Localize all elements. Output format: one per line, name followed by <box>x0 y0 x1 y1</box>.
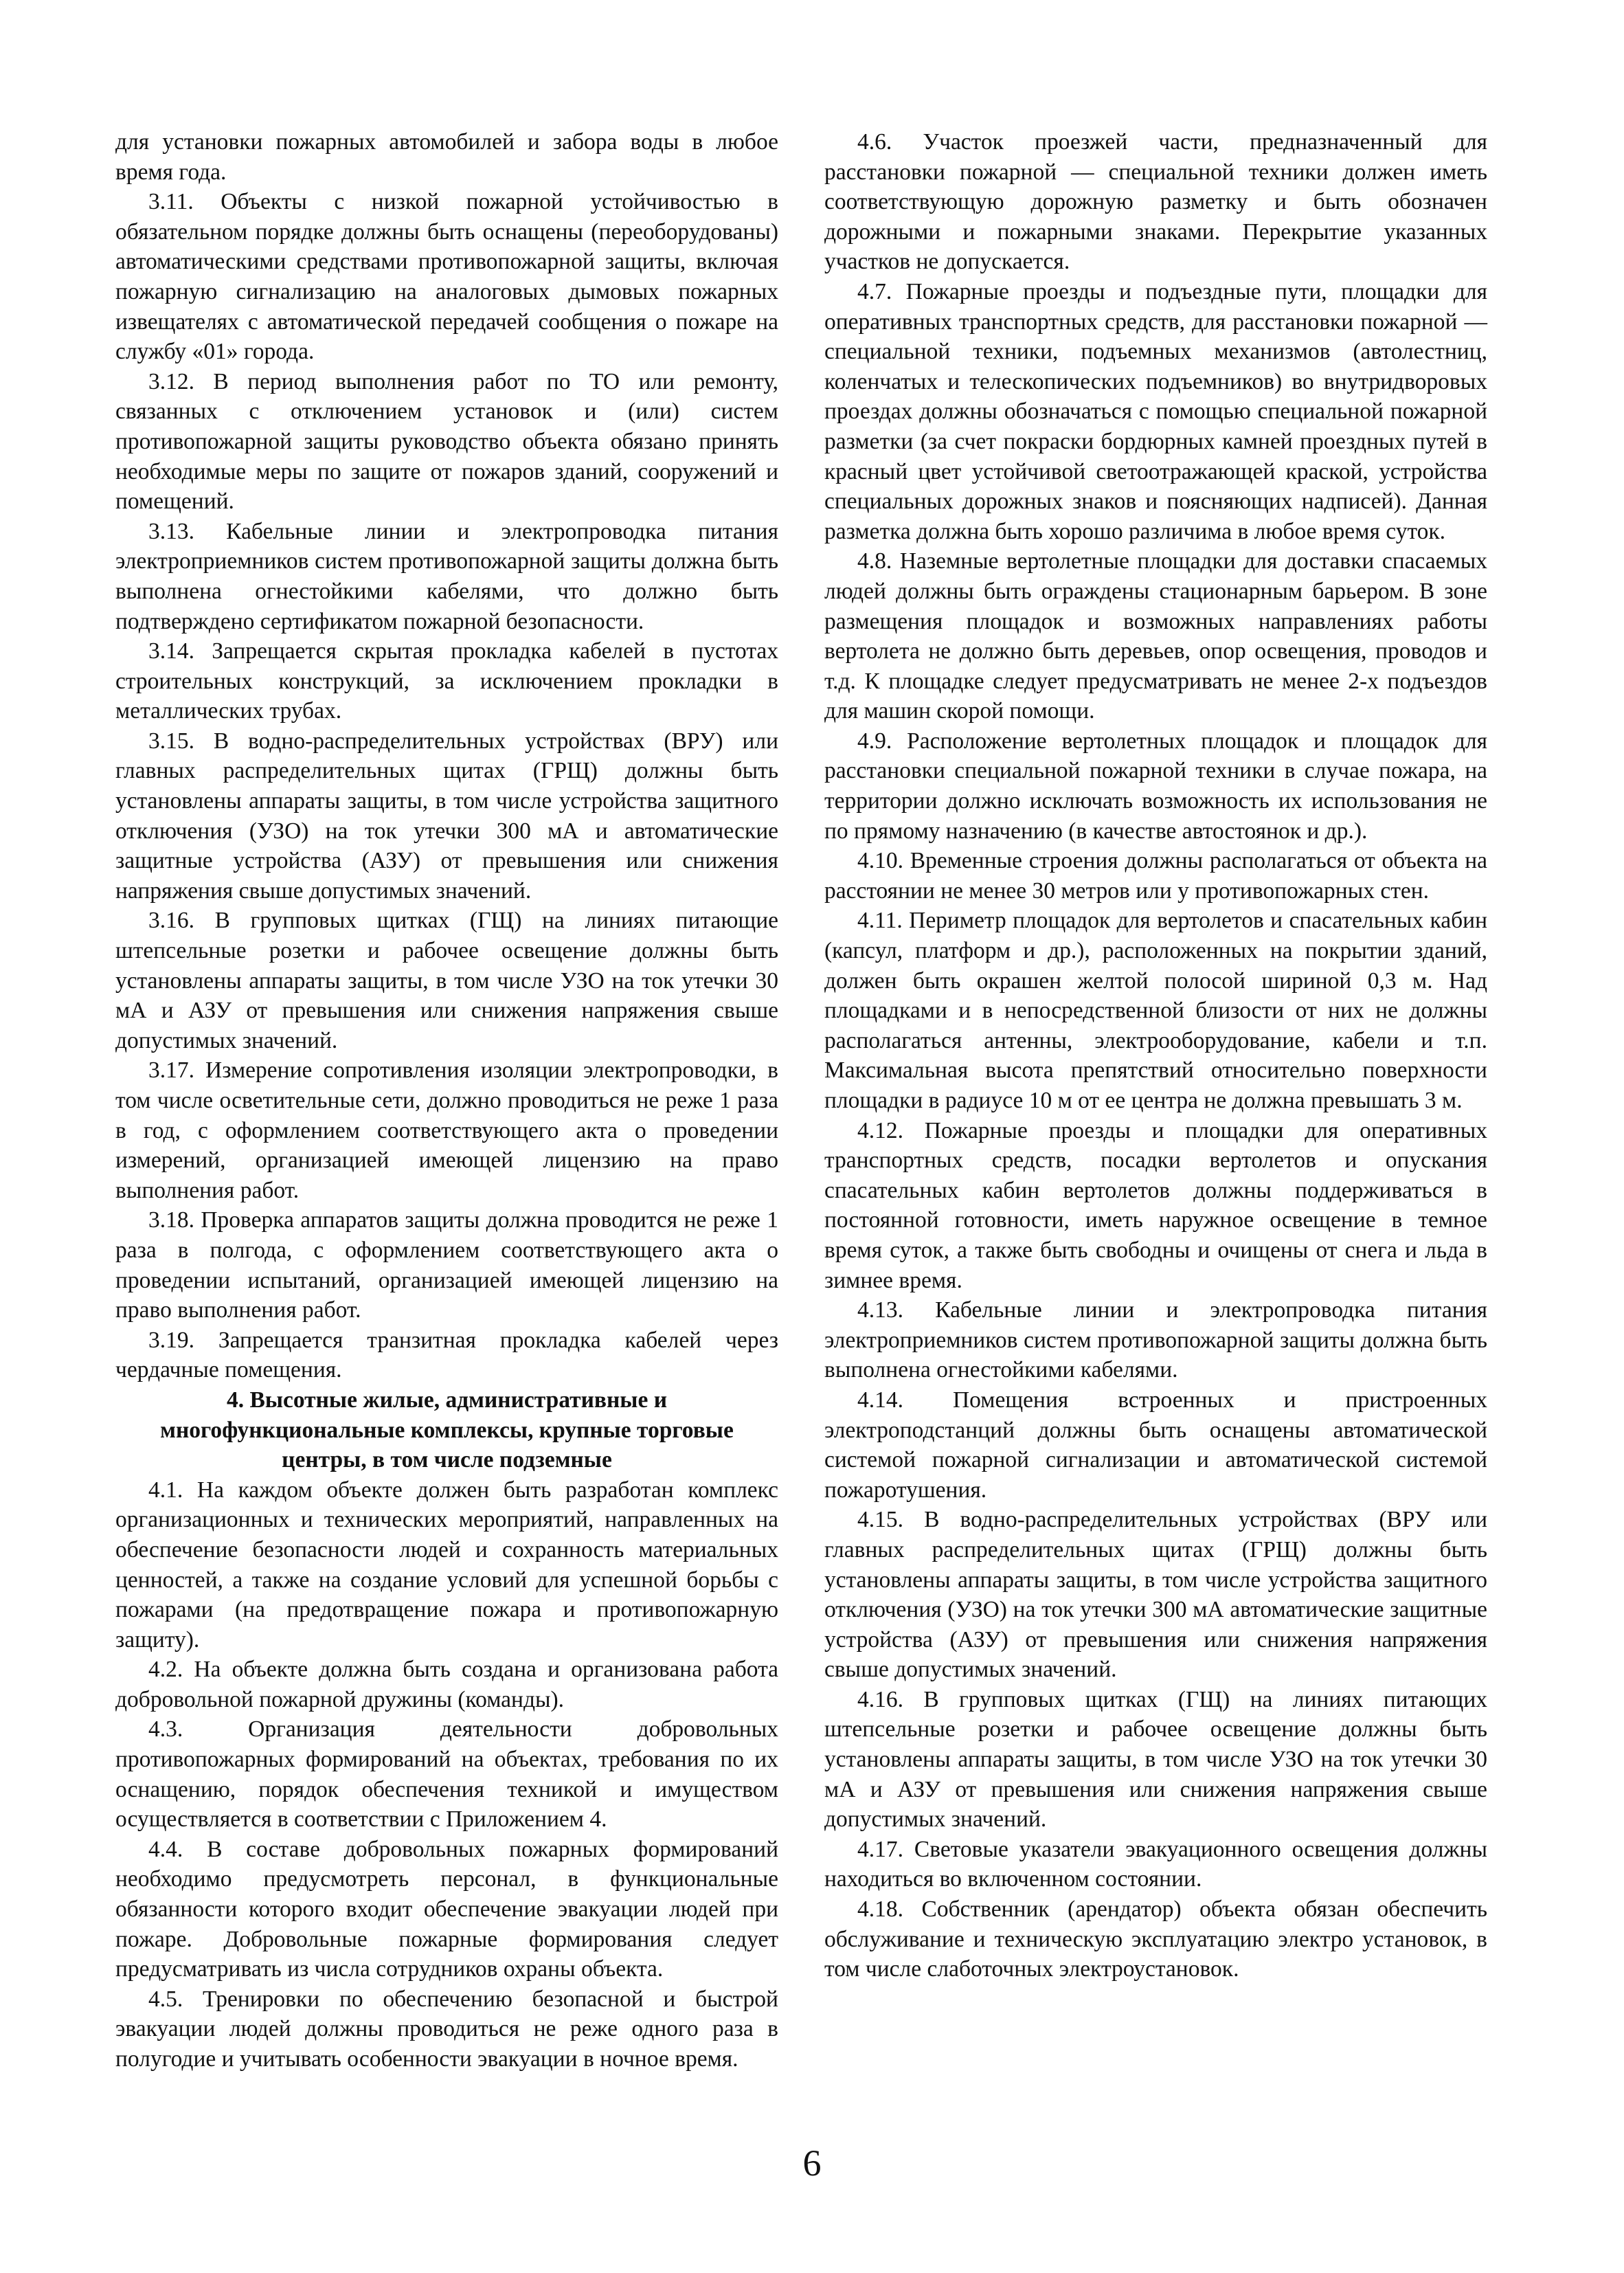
paragraph: 4.2. На объекте должна быть создана и организована работа добровольной пожарной дружины (команды). <box>115 1657 778 1712</box>
paragraph: 4.1. На каждом объекте должен быть разработан комплекс организационных и технических мероприятий, направленных на обеспечение безопасности людей и сохранность материальных ценностей, а также на создание условий для успешной борьбы с пожарами (на предотвращение пожара и противопожарную защиту). <box>115 1477 778 1653</box>
paragraph: 3.11. Объекты с низкой пожарной устойчивостью в обязательном порядке должны быть оснащены (переоборудованы) автоматическими средствами противопожарной защиты, включая пожарную сигнализацию на аналоговых дымовых пожарных извещателях с автоматической передачей сообщения о пожаре на службу «01» города. <box>115 189 778 365</box>
paragraph: 3.12. В период выполнения работ по ТО или ремонту, связанных с отключением установок и (или) систем противопожарной защиты руководство объекта обязано принять необходимые меры по защите от пожаров зданий, сооружений и помещений. <box>115 368 778 515</box>
paragraph: 4.6. Участок проезжей части, предназначенный для расстановки пожарной — специальной техники должен иметь соответствующую дорожную разметку и быть обозначен дорожными и пожарными знаками. Перекрытие указанных участков не допускается. <box>824 129 1487 275</box>
paragraph: 4.3. Организация деятельности добровольных противопожарных формирований на объектах, требования по их оснащению, порядок обеспечения техникой и имуществом осуществляется в соответствии с Приложением 4. <box>115 1716 778 1833</box>
paragraph: 4.12. Пожарные проезды и площадки для оперативных транспортных средств, посадки вертолетов и опускания спасательных кабин вертолетов должны поддерживаться в постоянной готовности, иметь наружное освещение в темное время суток, а также быть свободны и очищены от снега и льда в зимнее время. <box>824 1117 1487 1293</box>
page-number: 6 <box>802 2142 822 2184</box>
paragraph: 3.19. Запрещается транзитная прокладка кабелей через чердачные помещения. <box>115 1327 778 1383</box>
left-column <box>115 127 778 2074</box>
paragraph: 4.8. Наземные вертолетные площадки для доставки спасаемых людей должны быть ограждены стационарным барьером. В зоне размещения площадок и возможных направлениях работы вертолета не должно быть деревьев, опор освещения, проводов и т.д. К площадке следует предусматривать не менее 2-х подъездов для машин скорой помощи. <box>824 548 1487 724</box>
paragraph: 4.10. Временные строения должны располагаться от объекта на расстоянии не менее 30 метров или у противопожарных стен. <box>824 848 1487 904</box>
paragraph: 4.11. Периметр площадок для вертолетов и спасательных кабин (капсул, платформ и др.), расположенных на покрытии зданий, должен быть окрашен желтой полосой шириной 0,3 м. Над площадками и в непосредственной близости от них не должны располагаться антенны, электрооборудование, кабели и т.п. Максимальная высота препятствий относительно поверхности площадки в радиусе 10 м от ее центра не должна превышать 3 м. <box>824 908 1487 1113</box>
paragraph: 4.16. В групповых щитках (ГЩ) на линиях питающих штепсельные розетки и рабочее освещение должны быть установлены аппараты защиты, в том числе УЗО на ток утечки 30 мА и АЗУ от превышения или снижения напряжения свыше допустимых значений. <box>824 1686 1487 1833</box>
paragraph: 4.9. Расположение вертолетных площадок и площадок для расстановки специальной пожарной техники в случае пожара, на территории должно исключать возможность их использования не по прямому назначению (в качестве автостоянок и др.). <box>824 728 1487 844</box>
paragraph: 4.17. Световые указатели эвакуационного освещения должны находиться во включенном состоянии. <box>824 1836 1487 1892</box>
paragraph: 4.13. Кабельные линии и электропроводка питания электроприемников систем противопожарной защиты должна быть выполнена огнестойкими кабелями. <box>824 1297 1487 1383</box>
paragraph: 3.16. В групповых щитках (ГЩ) на линиях питающие штепсельные розетки и рабочее освещение должны быть установлены аппараты защиты, в том числе УЗО на ток утечки 30 мА и АЗУ от превышения или снижения напряжения свыше допустимых значений. <box>115 908 778 1053</box>
paragraph: 3.18. Проверка аппаратов защиты должна проводится не реже 1 раза в полгода, с оформлением соответствующего акта о проведении испытаний, организацией имеющей лицензию на право выполнения работ. <box>115 1207 778 1323</box>
paragraph: 4.5. Тренировки по обеспечению безопасной и быстрой эвакуации людей должны проводиться не реже одного раза в полугодие и учитывать особенности эвакуации в ночное время. <box>115 1986 778 2072</box>
paragraph: 4.18. Собственник (арендатор) объекта обязан обеспечить обслуживание и техническую эксплуатацию электро установок, в том числе слаботочных электроустановок. <box>824 1896 1487 1982</box>
right-column <box>824 127 1487 1984</box>
paragraph: 3.13. Кабельные линии и электропроводка питания электроприемников систем противопожарной защиты должна быть выполнена огнестойкими кабелями, что должно быть подтверждено сертификатом пожарной безопасности. <box>115 518 778 634</box>
paragraph: 4.15. В водно-распределительных устройствах (ВРУ или главных распределительных щитах (ГРЩ) должны быть установлены аппараты защиты, в том числе устройства защитного отключения (УЗО) на ток утечки 300 мА автоматические защитные устройства (АЗУ) от превышения или снижения напряжения свыше допустимых значений. <box>824 1507 1487 1683</box>
paragraph: 4.7. Пожарные проезды и подъездные пути, площадки для оперативных транспортных средств, для расстановки пожарной — специальной техники, подъемных механизмов (автолестниц, коленчатых и телескопических подъемников) во внутридворовых проездах должны обозначаться с помощью специальной пожарной разметки (за счет покраски бордюрных камней проездных путей в красный цвет устойчивой светоотражающей краской, устройства специальных дорожных знаков и поясняющих надписей). Данная разметка должна быть хорошо различима в любое время суток. <box>824 278 1487 544</box>
paragraph: 3.15. В водно-распределительных устройствах (ВРУ) или главных распределительных щитах (ГРЩ) должны быть установлены аппараты защиты, в том числе устройства защитного отключения (УЗО) на ток утечки 300 мА и автоматические защитные устройства (АЗУ) от превышения или снижения напряжения свыше допустимых значений. <box>115 728 778 904</box>
paragraph: 3.17. Измерение сопротивления изоляции электропроводки, в том числе осветительные сети, должно проводиться не реже 1 раза в год, с оформлением соответствующего акта о проведении измерений, организацией имеющей лицензию на право выполнения работ. <box>115 1057 778 1203</box>
paragraph: 3.14. Запрещается скрытая прокладка кабелей в пустотах строительных конструкций, за исключением прокладки в металлических трубах. <box>115 638 778 724</box>
paragraph-continuation: для установки пожарных автомобилей и забора воды в любое время года. <box>115 129 778 185</box>
paragraph: 4.4. В составе добровольных пожарных формирований необходимо предусмотреть персонал, в функциональные обязанности которого входит обеспечение эвакуации людей при пожаре. Добровольные пожарные формирования следует предусматривать из числа сотрудников охраны объекта. <box>115 1836 778 1982</box>
paragraph: 4.14. Помещения встроенных и пристроенных электроподстанций должны быть оснащены автоматической системой пожарной сигнализации и автоматической системой пожаротушения. <box>824 1387 1487 1503</box>
section-heading: 4. Высотные жилые, административные и многофункциональные комплексы, крупные торговые центры, в том числе подземные <box>160 1387 734 1473</box>
